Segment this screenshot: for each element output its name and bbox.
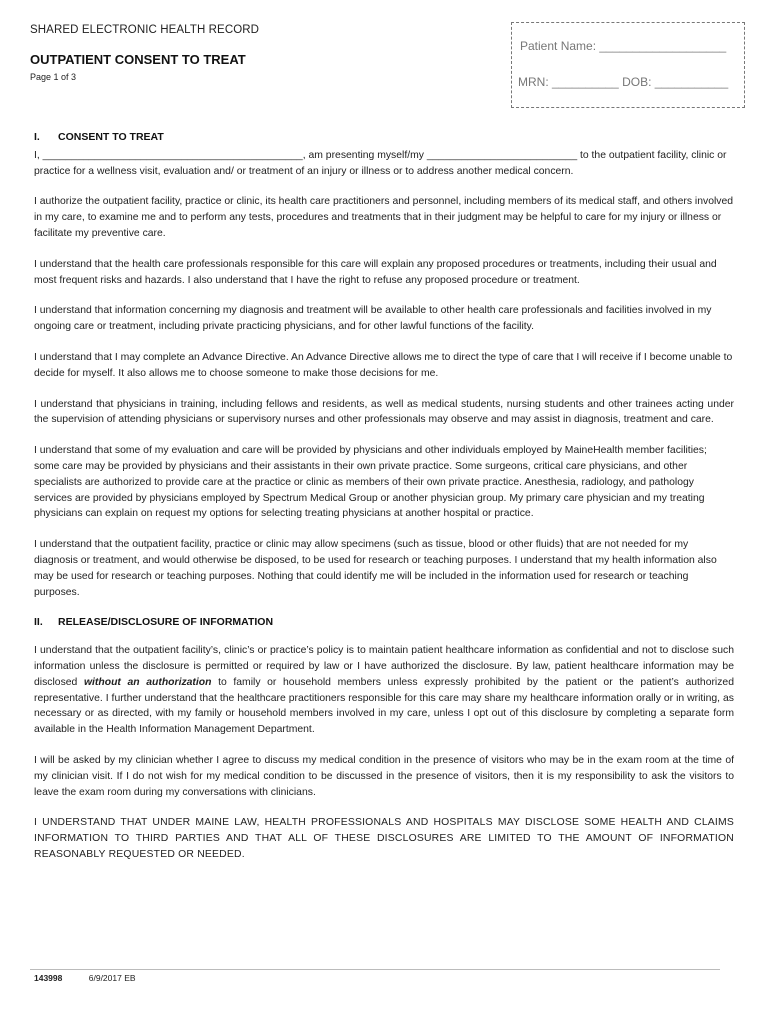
system-title: SHARED ELECTRONIC HEALTH RECORD — [30, 24, 260, 36]
form-code: 143998 — [34, 973, 63, 983]
section-title: CONSENT TO TREAT — [58, 131, 164, 143]
mrn-dob-field[interactable]: MRN: __________ DOB: ___________ — [518, 75, 729, 89]
form-title: OUTPATIENT CONSENT TO TREAT — [30, 52, 246, 67]
patient-name-field[interactable]: Patient Name: ___________________ — [520, 39, 727, 53]
form-body — [34, 130, 734, 878]
document-header — [30, 24, 259, 82]
section-heading-release — [34, 615, 734, 631]
consent-paragraph: I understand that some of my evaluation and care will be provided by physicians and other individuals employed by MaineHealth member facilities; some care may be provided by physicians and their assistants in their own private practice. Some surgeons, critical care physicians, and other specialists are authorized to provide care at the practice or clinic as members of their own private practice. Anesthesia, radiology, and pathology services are provided by physicians employed by Spectrum Medical Group or another physician group. My primary care physician and my treating physicians can explain on request my options for selecting treating physicians at another hospital or practice. — [34, 445, 707, 520]
maine-law-notice: I UNDERSTAND THAT UNDER MAINE LAW, HEALTH PROFESSIONALS AND HOSPITALS MAY DISCLOSE SOME HEALTH AND CLAIMS INFORMATION TO THIRD PARTIES AND THAT ALL OF THESE DISCLOSURES ARE LIMITED TO THE AMOUNT OF INFORMATION REASONABLY REQUESTED OR NEEDED. — [34, 817, 734, 860]
section-number: I. — [34, 131, 40, 143]
patient-info-box — [511, 22, 745, 108]
release-emphasis: without an authorization — [83, 676, 212, 688]
release-text: to family or household members unless expressly prohibited by the patient or the patient’s authorized representative. I further understand that the healthcare practitioners responsible for this care may share my healthcare information orally or in writing, as necessary or as directed, with my family or household members involved in my care, unless I opt out of this disclosure by completing a separate form available in the Health Information Management Department. — [34, 676, 734, 736]
consent-paragraph: I understand that I may complete an Advance Directive. An Advance Directive allows me to direct the type of care that I will receive if I become unable to decide for myself. It also allows me to choose someone to make those decisions for me. — [34, 351, 733, 379]
release-paragraph: I will be asked by my clinician whether I agree to discuss my medical condition in the presence of visitors who may be in the exam room at the time of my clinician visit. If I do not wish for my medical condition to be discussed in the presence of visitors, then it is my responsibility to ask the visitors to leave the exam room during my conversations with clinicians. — [34, 754, 734, 798]
section-heading-consent — [34, 130, 734, 146]
release-text: I understand that the outpatient facility’s, clinic’s or practice’s policy is to maintain patient healthcare information as confidential and not to disclose such information unless the disclosure is permitted or required by law or I have authorized the disclosure. By law, patient healthcare information may be disclosed — [34, 645, 734, 688]
release-paragraph — [34, 643, 734, 738]
consent-paragraph: I understand that the outpatient facility, practice or clinic may allow specimens (such as tissue, blood or other fluids) that are not needed for my diagnosis or treatment, and would otherwise be disposed, to be used for research or teaching purposes. I understand that my health information also may be used for research or teaching purposes. Nothing that could identify me will be included in the information used for research or teaching purposes. — [34, 539, 717, 598]
consent-paragraph: I understand that physicians in training, including fellows and residents, as well as medical students, nursing students and other trainees acting under the supervision of attending physicians or supervisory nurses and other professionals may observe and may assist in diagnosis, treatment and care. — [34, 398, 734, 426]
footer-divider — [30, 969, 720, 970]
consent-paragraph: I authorize the outpatient facility, practice or clinic, its health care practitioners and personnel, including members of its medical staff, and others involved in my care, to examine me and to perform any tests, procedures and treatments that in their judgment may be helpful to care for my injury or illness or facilitate my preventive care. — [34, 196, 734, 239]
consent-paragraph: I understand that the health care professionals responsible for this care will explain any proposed procedures or treatments, including their usual and most frequent risks and hazards. I also understand that I have the right to refuse any proposed procedure or treatment. — [34, 258, 717, 286]
section-number: II. — [34, 616, 43, 629]
document-footer — [34, 973, 136, 983]
section-title: RELEASE/DISCLOSURE OF INFORMATION — [58, 616, 274, 629]
consent-paragraph: I, _____________________________________________, am presenting myself/my __________________________ to the outpatient facility, clinic or practice for a wellness visit, evaluation and/ or treatment of an injury or illness or to address another medical concern. — [34, 149, 727, 177]
page-indicator: Page 1 of 3 — [30, 72, 77, 82]
revision-date: 6/9/2017 EB — [88, 973, 136, 983]
consent-paragraph: I understand that information concerning my diagnosis and treatment will be available to other health care professionals and facilities involved in my ongoing care or treatment, including private practicing physicians, and for other lawful functions of the facility. — [34, 305, 712, 333]
